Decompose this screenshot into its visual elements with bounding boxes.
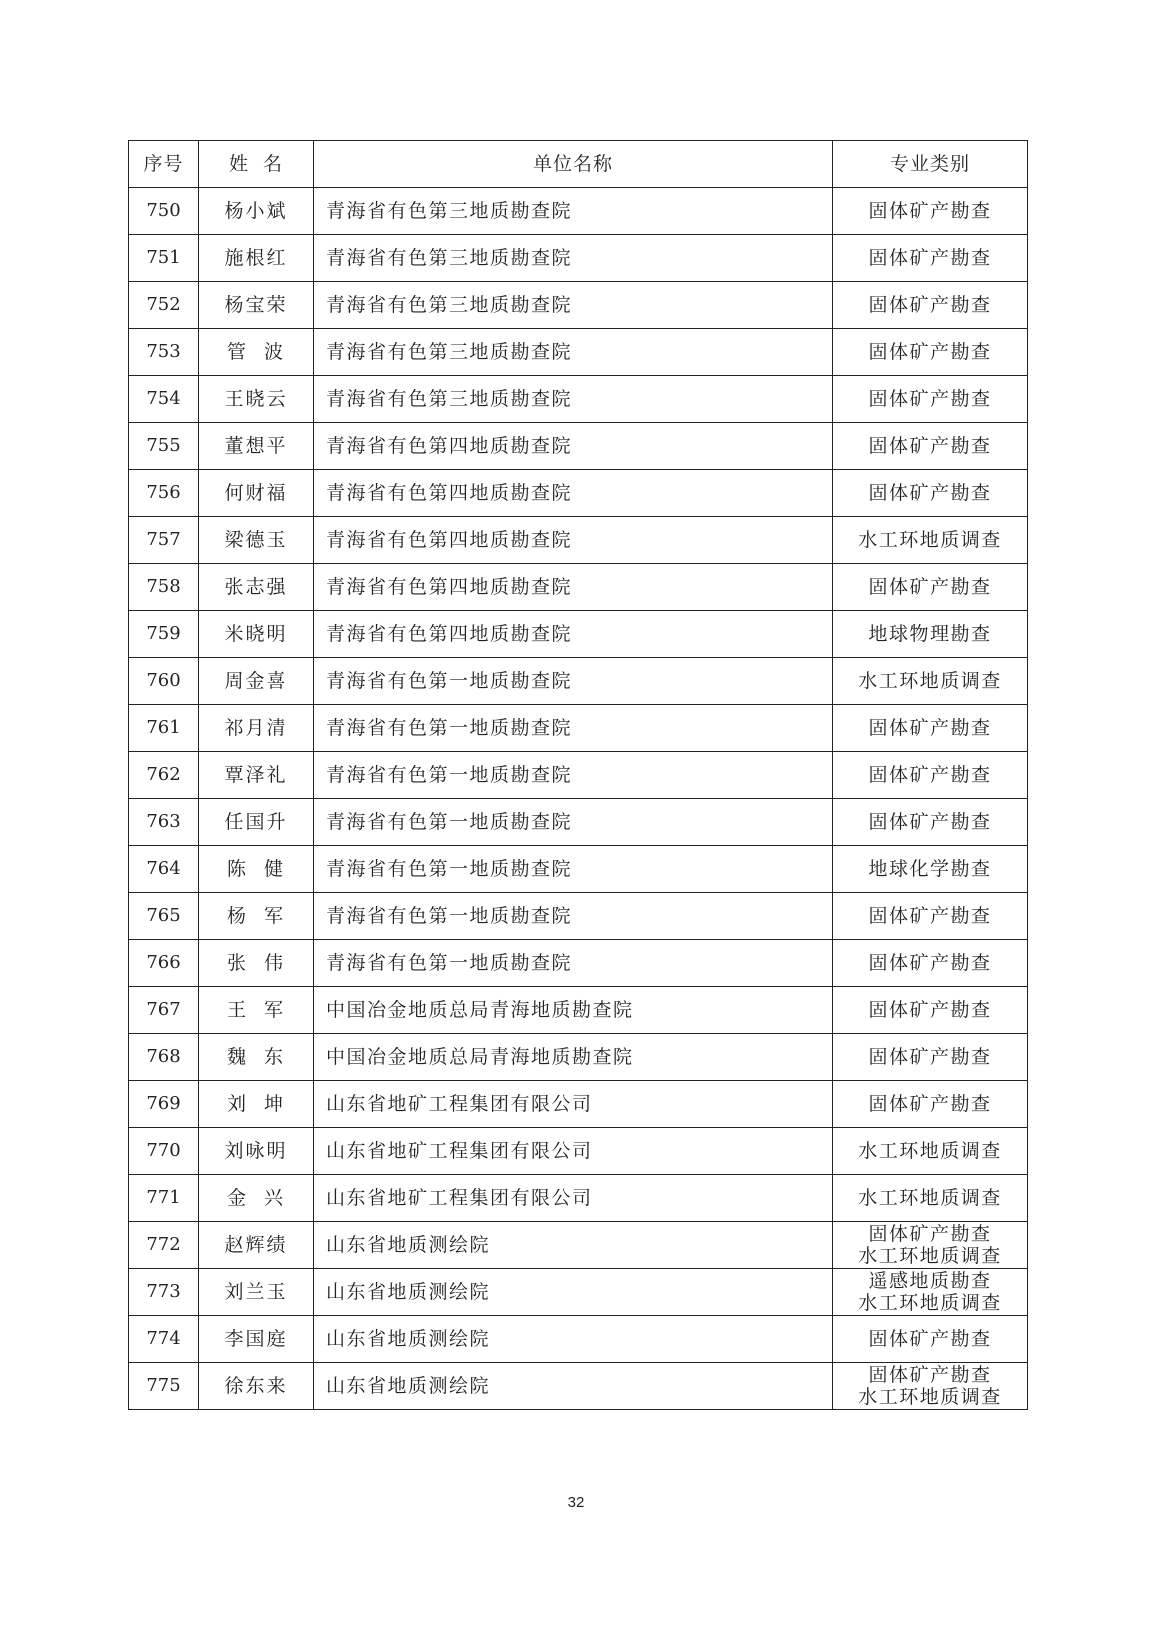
table-row xyxy=(129,799,1028,846)
person-name-cell: 李国庭 xyxy=(199,1316,314,1363)
serial-number-cell: 753 xyxy=(129,329,199,376)
person-name-cell: 祁月清 xyxy=(199,705,314,752)
specialty-label: 固体矿产勘查 xyxy=(868,952,992,974)
unit-name-cell: 山东省地矿工程集团有限公司 xyxy=(314,1175,833,1222)
person-name-cell: 杨小斌 xyxy=(199,188,314,235)
specialty-label: 固体矿产勘查 xyxy=(868,200,992,222)
unit-name-cell: 中国冶金地质总局青海地质勘查院 xyxy=(314,987,833,1034)
serial-number-cell: 775 xyxy=(129,1363,199,1410)
serial-number-cell: 766 xyxy=(129,940,199,987)
specialty-cell xyxy=(833,611,1028,658)
specialty-cell xyxy=(833,188,1028,235)
person-name-cell: 何财福 xyxy=(199,470,314,517)
specialty-label: 固体矿产勘查 xyxy=(868,764,992,786)
specialty-cell xyxy=(833,846,1028,893)
header-specialty: 专业类别 xyxy=(833,141,1028,188)
person-name-cell: 王晓云 xyxy=(199,376,314,423)
unit-name-cell: 青海省有色第三地质勘查院 xyxy=(314,376,833,423)
specialty-cell xyxy=(833,658,1028,705)
serial-number-cell: 757 xyxy=(129,517,199,564)
person-name-cell: 金 兴 xyxy=(199,1175,314,1222)
specialty-cell xyxy=(833,329,1028,376)
table-row xyxy=(129,1081,1028,1128)
unit-name-cell: 青海省有色第四地质勘查院 xyxy=(314,423,833,470)
person-name-cell: 徐东来 xyxy=(199,1363,314,1410)
person-name-cell: 魏 东 xyxy=(199,1034,314,1081)
specialty-cell xyxy=(833,470,1028,517)
specialty-cell xyxy=(833,517,1028,564)
specialty-label: 固体矿产勘查 xyxy=(868,435,992,457)
table-row xyxy=(129,752,1028,799)
person-name-cell: 周金喜 xyxy=(199,658,314,705)
unit-name-cell: 中国冶金地质总局青海地质勘查院 xyxy=(314,1034,833,1081)
specialty-label: 固体矿产勘查 xyxy=(868,905,992,927)
unit-name-cell: 青海省有色第一地质勘查院 xyxy=(314,705,833,752)
unit-name-cell: 青海省有色第三地质勘查院 xyxy=(314,282,833,329)
specialty-label: 地球化学勘查 xyxy=(868,858,992,880)
person-name-cell: 施根红 xyxy=(199,235,314,282)
table-row xyxy=(129,705,1028,752)
person-name-cell: 覃泽礼 xyxy=(199,752,314,799)
table-row xyxy=(129,470,1028,517)
specialty-label: 固体矿产勘查 xyxy=(868,717,992,739)
unit-name-cell: 青海省有色第四地质勘查院 xyxy=(314,517,833,564)
unit-name-cell: 青海省有色第三地质勘查院 xyxy=(314,329,833,376)
serial-number-cell: 770 xyxy=(129,1128,199,1175)
table-row xyxy=(129,235,1028,282)
person-name-cell: 梁德玉 xyxy=(199,517,314,564)
table-row xyxy=(129,658,1028,705)
serial-number-cell: 765 xyxy=(129,893,199,940)
header-row xyxy=(129,141,1028,188)
table-row xyxy=(129,1222,1028,1269)
specialty-cell xyxy=(833,1034,1028,1081)
unit-name-cell: 青海省有色第三地质勘查院 xyxy=(314,188,833,235)
serial-number-cell: 764 xyxy=(129,846,199,893)
specialty-cell xyxy=(833,893,1028,940)
table-row xyxy=(129,987,1028,1034)
header-serial-number: 序号 xyxy=(129,141,199,188)
serial-number-cell: 759 xyxy=(129,611,199,658)
serial-number-cell: 767 xyxy=(129,987,199,1034)
table-row xyxy=(129,846,1028,893)
specialty-cell xyxy=(833,376,1028,423)
serial-number-cell: 754 xyxy=(129,376,199,423)
specialty-cell xyxy=(833,1128,1028,1175)
serial-number-cell: 752 xyxy=(129,282,199,329)
specialty-label: 遥感地质勘查 xyxy=(868,1270,992,1292)
person-name-cell: 任国升 xyxy=(199,799,314,846)
specialty-cell xyxy=(833,1363,1028,1410)
person-name-cell: 刘 坤 xyxy=(199,1081,314,1128)
table-row xyxy=(129,282,1028,329)
specialty-cell xyxy=(833,235,1028,282)
specialty-label: 地球物理勘查 xyxy=(868,623,992,645)
serial-number-cell: 750 xyxy=(129,188,199,235)
table-row xyxy=(129,611,1028,658)
specialty-cell xyxy=(833,1175,1028,1222)
table-row xyxy=(129,564,1028,611)
specialty-cell xyxy=(833,1269,1028,1316)
specialty-label: 固体矿产勘查 xyxy=(868,576,992,598)
table-row xyxy=(129,1034,1028,1081)
specialty-label: 固体矿产勘查 xyxy=(868,1223,992,1245)
specialty-label: 固体矿产勘查 xyxy=(868,247,992,269)
person-name-cell: 王 军 xyxy=(199,987,314,1034)
specialty-label: 水工环地质调查 xyxy=(858,670,1002,692)
unit-name-cell: 山东省地矿工程集团有限公司 xyxy=(314,1081,833,1128)
specialty-label: 固体矿产勘查 xyxy=(868,999,992,1021)
unit-name-cell: 青海省有色第一地质勘查院 xyxy=(314,752,833,799)
specialty-label: 固体矿产勘查 xyxy=(868,1364,992,1386)
specialty-label: 固体矿产勘查 xyxy=(868,1328,992,1350)
specialty-cell xyxy=(833,1222,1028,1269)
person-name-cell: 赵辉绩 xyxy=(199,1222,314,1269)
person-name-cell: 刘兰玉 xyxy=(199,1269,314,1316)
serial-number-cell: 773 xyxy=(129,1269,199,1316)
serial-number-cell: 758 xyxy=(129,564,199,611)
person-name-cell: 杨 军 xyxy=(199,893,314,940)
table-row xyxy=(129,517,1028,564)
unit-name-cell: 青海省有色第一地质勘查院 xyxy=(314,893,833,940)
specialty-label: 水工环地质调查 xyxy=(858,1245,1002,1267)
table-row xyxy=(129,1363,1028,1410)
roster-table xyxy=(128,140,1028,1410)
serial-number-cell: 769 xyxy=(129,1081,199,1128)
specialty-label: 固体矿产勘查 xyxy=(868,811,992,833)
table-row xyxy=(129,1269,1028,1316)
specialty-cell xyxy=(833,1316,1028,1363)
specialty-cell xyxy=(833,1081,1028,1128)
table-row xyxy=(129,376,1028,423)
header-unit-name: 单位名称 xyxy=(314,141,833,188)
specialty-label: 水工环地质调查 xyxy=(858,1187,1002,1209)
unit-name-cell: 山东省地矿工程集团有限公司 xyxy=(314,1128,833,1175)
table-row xyxy=(129,940,1028,987)
specialty-label: 固体矿产勘查 xyxy=(868,1093,992,1115)
unit-name-cell: 山东省地质测绘院 xyxy=(314,1316,833,1363)
serial-number-cell: 755 xyxy=(129,423,199,470)
specialty-cell xyxy=(833,282,1028,329)
serial-number-cell: 771 xyxy=(129,1175,199,1222)
table-row xyxy=(129,329,1028,376)
serial-number-cell: 772 xyxy=(129,1222,199,1269)
unit-name-cell: 山东省地质测绘院 xyxy=(314,1269,833,1316)
specialty-cell xyxy=(833,705,1028,752)
specialty-cell xyxy=(833,940,1028,987)
page-number: 32 xyxy=(567,1494,585,1511)
table-row xyxy=(129,188,1028,235)
person-name-cell: 管 波 xyxy=(199,329,314,376)
specialty-cell xyxy=(833,564,1028,611)
person-name-cell: 刘咏明 xyxy=(199,1128,314,1175)
unit-name-cell: 青海省有色第四地质勘查院 xyxy=(314,611,833,658)
serial-number-cell: 774 xyxy=(129,1316,199,1363)
specialty-label: 固体矿产勘查 xyxy=(868,1046,992,1068)
specialty-label: 固体矿产勘查 xyxy=(868,341,992,363)
unit-name-cell: 青海省有色第四地质勘查院 xyxy=(314,564,833,611)
table-body xyxy=(129,188,1028,1410)
person-name-cell: 陈 健 xyxy=(199,846,314,893)
unit-name-cell: 青海省有色第一地质勘查院 xyxy=(314,799,833,846)
specialty-cell xyxy=(833,987,1028,1034)
unit-name-cell: 山东省地质测绘院 xyxy=(314,1363,833,1410)
unit-name-cell: 青海省有色第一地质勘查院 xyxy=(314,658,833,705)
serial-number-cell: 760 xyxy=(129,658,199,705)
specialty-label: 水工环地质调查 xyxy=(858,1140,1002,1162)
serial-number-cell: 763 xyxy=(129,799,199,846)
serial-number-cell: 761 xyxy=(129,705,199,752)
person-name-cell: 张志强 xyxy=(199,564,314,611)
specialty-label: 固体矿产勘查 xyxy=(868,482,992,504)
person-name-cell: 董想平 xyxy=(199,423,314,470)
specialty-label: 固体矿产勘查 xyxy=(868,388,992,410)
table-row xyxy=(129,1128,1028,1175)
serial-number-cell: 768 xyxy=(129,1034,199,1081)
unit-name-cell: 青海省有色第四地质勘查院 xyxy=(314,470,833,517)
specialty-cell xyxy=(833,752,1028,799)
unit-name-cell: 青海省有色第一地质勘查院 xyxy=(314,940,833,987)
header-name: 姓 名 xyxy=(199,141,314,188)
table-row xyxy=(129,423,1028,470)
unit-name-cell: 山东省地质测绘院 xyxy=(314,1222,833,1269)
table-row xyxy=(129,893,1028,940)
table-header xyxy=(129,141,1028,188)
specialty-cell xyxy=(833,423,1028,470)
specialty-cell xyxy=(833,799,1028,846)
person-name-cell: 杨宝荣 xyxy=(199,282,314,329)
specialty-label: 固体矿产勘查 xyxy=(868,294,992,316)
specialty-label: 水工环地质调查 xyxy=(858,1292,1002,1314)
specialty-label: 水工环地质调查 xyxy=(858,1386,1002,1408)
serial-number-cell: 751 xyxy=(129,235,199,282)
table-row xyxy=(129,1316,1028,1363)
person-name-cell: 张 伟 xyxy=(199,940,314,987)
specialty-label: 水工环地质调查 xyxy=(858,529,1002,551)
table-row xyxy=(129,1175,1028,1222)
unit-name-cell: 青海省有色第一地质勘查院 xyxy=(314,846,833,893)
person-name-cell: 米晓明 xyxy=(199,611,314,658)
serial-number-cell: 756 xyxy=(129,470,199,517)
serial-number-cell: 762 xyxy=(129,752,199,799)
unit-name-cell: 青海省有色第三地质勘查院 xyxy=(314,235,833,282)
